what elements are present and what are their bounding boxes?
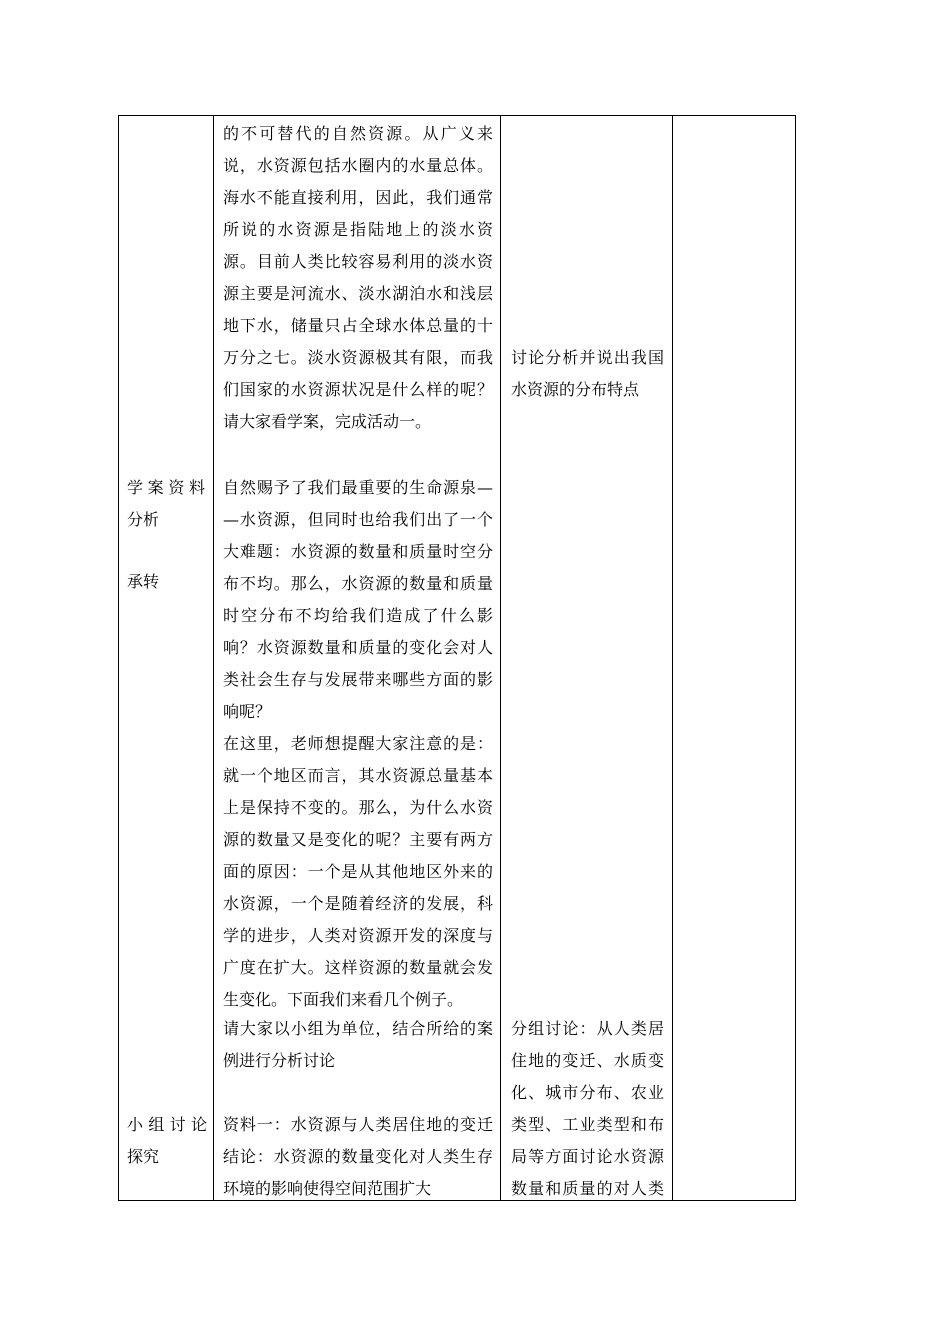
para-water-resources-definition — [223, 118, 493, 438]
text-line: 所说的水资源是指陆地上的淡水资 — [223, 220, 493, 239]
text-line: 地下水，储量只占全球水体总量的十 — [223, 316, 493, 335]
text-line: 响？水资源数量和质量的变化会对人 — [223, 638, 493, 657]
label-group-discussion — [127, 1109, 207, 1173]
text-line: 源的数量又是变化的呢？主要有两方 — [223, 830, 493, 849]
text-line: 海水不能直接利用，因此，我们通常 — [223, 188, 493, 207]
column-divider-2 — [500, 115, 501, 1201]
text-line: 们国家的水资源状况是什么样的呢？ — [223, 380, 493, 399]
text-line: 结论：水资源的数量变化对人类生存 — [223, 1147, 493, 1166]
label-line: 学案资料 — [127, 478, 207, 497]
text-line: 布不均。那么，水资源的数量和质量 — [223, 574, 493, 593]
text-line: 化、城市分布、农业 — [511, 1083, 664, 1102]
text-line: 生变化。下面我们来看几个例子。 — [223, 990, 464, 1009]
label-transition — [127, 566, 207, 598]
text-line: 的不可替代的自然资源。从广义来 — [223, 124, 493, 143]
label-line: 探究 — [127, 1147, 160, 1166]
para-transition-question — [223, 472, 493, 728]
text-line: 面的原因：一个是从其他地区外来的 — [223, 862, 493, 881]
text-line: 讨论分析并说出我国 — [511, 348, 664, 367]
text-line: 上是保持不变的。那么，为什么水资 — [223, 798, 493, 817]
text-line: 分组讨论：从人类居 — [511, 1019, 664, 1038]
text-line: 源。目前人类比较容易利用的淡水资 — [223, 252, 493, 271]
text-line: 在这里，老师想提醒大家注意的是： — [223, 734, 493, 753]
text-line: 水资源，一个是随着经济的发展，科 — [223, 894, 493, 913]
text-line: 数量和质量的对人类 — [511, 1179, 664, 1198]
text-line: 资料一：水资源与人类居住地的变迁 — [223, 1115, 493, 1134]
label-case-analysis — [127, 472, 207, 536]
text-line: —水资源，但同时也给我们出了一个 — [223, 510, 493, 529]
text-line: 学的进步，人类对资源开发的深度与 — [223, 926, 493, 945]
text-line: 例进行分析讨论 — [223, 1051, 336, 1070]
text-line: 类型、工业类型和布 — [511, 1115, 664, 1134]
para-teacher-reminder — [223, 728, 493, 1016]
para-student-analysis — [511, 342, 664, 406]
text-line: 就一个地区而言，其水资源总量基本 — [223, 766, 493, 785]
text-line: 说，水资源包括水圈内的水量总体。 — [223, 156, 493, 175]
text-line: 请大家看学案，完成活动一。 — [223, 412, 432, 431]
column-divider-3 — [672, 115, 673, 1201]
text-line: 时空分布不均给我们造成了什么影 — [223, 606, 493, 625]
label-line: 承转 — [127, 572, 160, 591]
label-line: 小组讨论 — [127, 1115, 207, 1134]
para-material-one — [223, 1109, 493, 1205]
text-line: 源主要是河流水、淡水湖泊水和浅层 — [223, 284, 493, 303]
para-student-group-discussion — [511, 1013, 664, 1205]
text-line: 大难题：水资源的数量和质量时空分 — [223, 542, 493, 561]
text-line: 响呢？ — [223, 702, 272, 721]
column-divider-1 — [213, 115, 214, 1201]
text-line: 万分之七。淡水资源极其有限，而我 — [223, 348, 493, 367]
text-line: 住地的变迁、水质变 — [511, 1051, 664, 1070]
label-line: 分析 — [127, 510, 160, 529]
text-line: 水资源的分布特点 — [511, 380, 640, 399]
text-line: 广度在扩大。这样资源的数量就会发 — [223, 958, 493, 977]
text-line: 局等方面讨论水资源 — [511, 1147, 664, 1166]
text-line: 请大家以小组为单位，结合所给的案 — [223, 1019, 493, 1038]
text-line: 自然赐予了我们最重要的生命源泉— — [223, 478, 493, 497]
para-group-instruction — [223, 1013, 493, 1077]
text-line: 环境的影响使得空间范围扩大 — [223, 1179, 432, 1198]
text-line: 类社会生存与发展带来哪些方面的影 — [223, 670, 493, 689]
